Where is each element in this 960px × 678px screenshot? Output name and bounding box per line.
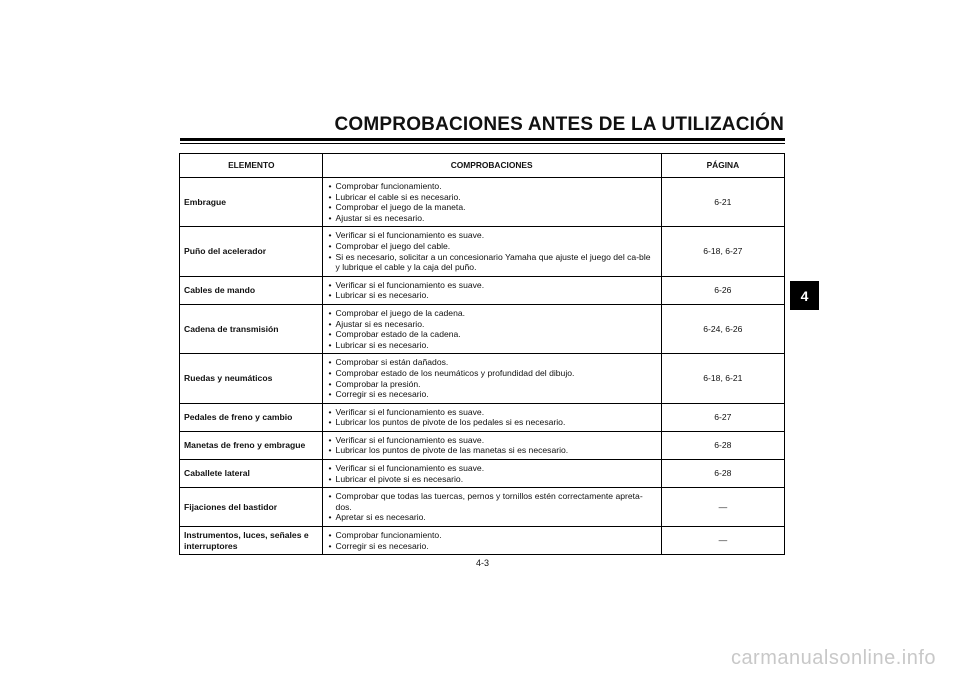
item-cell: Ruedas y neumáticos [180,354,323,403]
check-item: • Corregir si es necesario. [327,541,657,552]
item-cell: Cadena de transmisión [180,304,323,353]
check-item: • Lubricar el pivote si es necesario. [327,474,657,485]
item-cell: Manetas de freno y embrague [180,431,323,459]
check-item: • Comprobar estado de la cadena. [327,329,657,340]
check-item: • Si es necesario, solicitar a un concesionario Yamaha que ajuste el juego del ca-ble y lubrique el cable y la caja del puño. [327,252,657,273]
checks-cell [322,488,661,527]
table-body [180,178,785,555]
page-cell: 6-28 [661,460,784,488]
page-cell: 6-26 [661,276,784,304]
check-item: • Verificar si el funcionamiento es suave. [327,280,657,291]
page-cell: — [661,527,784,555]
page-cell: 6-27 [661,403,784,431]
table-header-row [180,154,785,178]
check-item: • Corregir si es necesario. [327,389,657,400]
check-item: • Comprobar el juego de la maneta. [327,202,657,213]
chapter-tab: 4 [790,281,819,310]
check-item: • Comprobar el juego del cable. [327,241,657,252]
item-cell: Caballete lateral [180,460,323,488]
check-item: • Comprobar la presión. [327,379,657,390]
check-item: • Lubricar si es necesario. [327,290,657,301]
item-cell: Fijaciones del bastidor [180,488,323,527]
checks-cell [322,527,661,555]
table-row [180,488,785,527]
check-item: • Lubricar si es necesario. [327,340,657,351]
table-row [180,354,785,403]
checks-list [327,435,657,456]
checks-list [327,230,657,272]
checks-cell [322,276,661,304]
table-row [180,460,785,488]
check-item: • Verificar si el funcionamiento es suave. [327,407,657,418]
check-item: • Comprobar que todas las tuercas, pernos y tornillos estén correctamente apreta-dos. [327,491,657,512]
page-cell: 6-28 [661,431,784,459]
checks-list [327,407,657,428]
page-number: 4-3 [475,558,489,568]
item-cell: Cables de mando [180,276,323,304]
checks-list [327,308,657,350]
checks-cell [322,431,661,459]
check-item: • Comprobar estado de los neumáticos y profundidad del dibujo. [327,368,657,379]
check-item: • Ajustar si es necesario. [327,213,657,224]
checks-list [327,463,657,484]
checks-list [327,280,657,301]
header-item: ELEMENTO [180,154,323,178]
page-cell: 6-21 [661,178,784,227]
title-rule-thin [180,143,785,144]
table-row [180,178,785,227]
table-row [180,276,785,304]
table-row [180,527,785,555]
check-item: • Verificar si el funcionamiento es suave. [327,435,657,446]
page-cell: — [661,488,784,527]
check-item: • Lubricar el cable si es necesario. [327,192,657,203]
header-checks: COMPROBACIONES [322,154,661,178]
page-title: COMPROBACIONES ANTES DE LA UTILIZACIÓN [334,114,784,135]
check-item: • Verificar si el funcionamiento es suave. [327,230,657,241]
table-row [180,304,785,353]
watermark: carmanualsonline.info [730,647,936,669]
check-item: • Lubricar los puntos de pivote de los pedales si es necesario. [327,417,657,428]
item-cell: Puño del acelerador [180,227,323,276]
item-cell: Pedales de freno y cambio [180,403,323,431]
checks-list [327,530,657,551]
page-cell: 6-24, 6-26 [661,304,784,353]
item-cell: Embrague [180,178,323,227]
checks-list [327,181,657,223]
title-rule-thick [180,138,785,141]
checks-list [327,491,657,523]
header-page: PÁGINA [661,154,784,178]
item-cell: Instrumentos, luces, señales e interruptores [180,527,323,555]
page-cell: 6-18, 6-27 [661,227,784,276]
checks-list [327,357,657,399]
checks-table [179,153,785,555]
table-row [180,403,785,431]
check-item: • Comprobar si están dañados. [327,357,657,368]
table-row [180,431,785,459]
check-item: • Ajustar si es necesario. [327,319,657,330]
check-item: • Comprobar funcionamiento. [327,530,657,541]
checks-cell [322,178,661,227]
check-item: • Lubricar los puntos de pivote de las manetas si es necesario. [327,445,657,456]
checks-cell [322,354,661,403]
checks-cell [322,460,661,488]
page-cell: 6-18, 6-21 [661,354,784,403]
check-item: • Comprobar funcionamiento. [327,181,657,192]
check-item: • Apretar si es necesario. [327,512,657,523]
check-item: • Comprobar el juego de la cadena. [327,308,657,319]
checks-cell [322,403,661,431]
checks-cell [322,227,661,276]
check-item: • Verificar si el funcionamiento es suave. [327,463,657,474]
checks-cell [322,304,661,353]
table-row [180,227,785,276]
